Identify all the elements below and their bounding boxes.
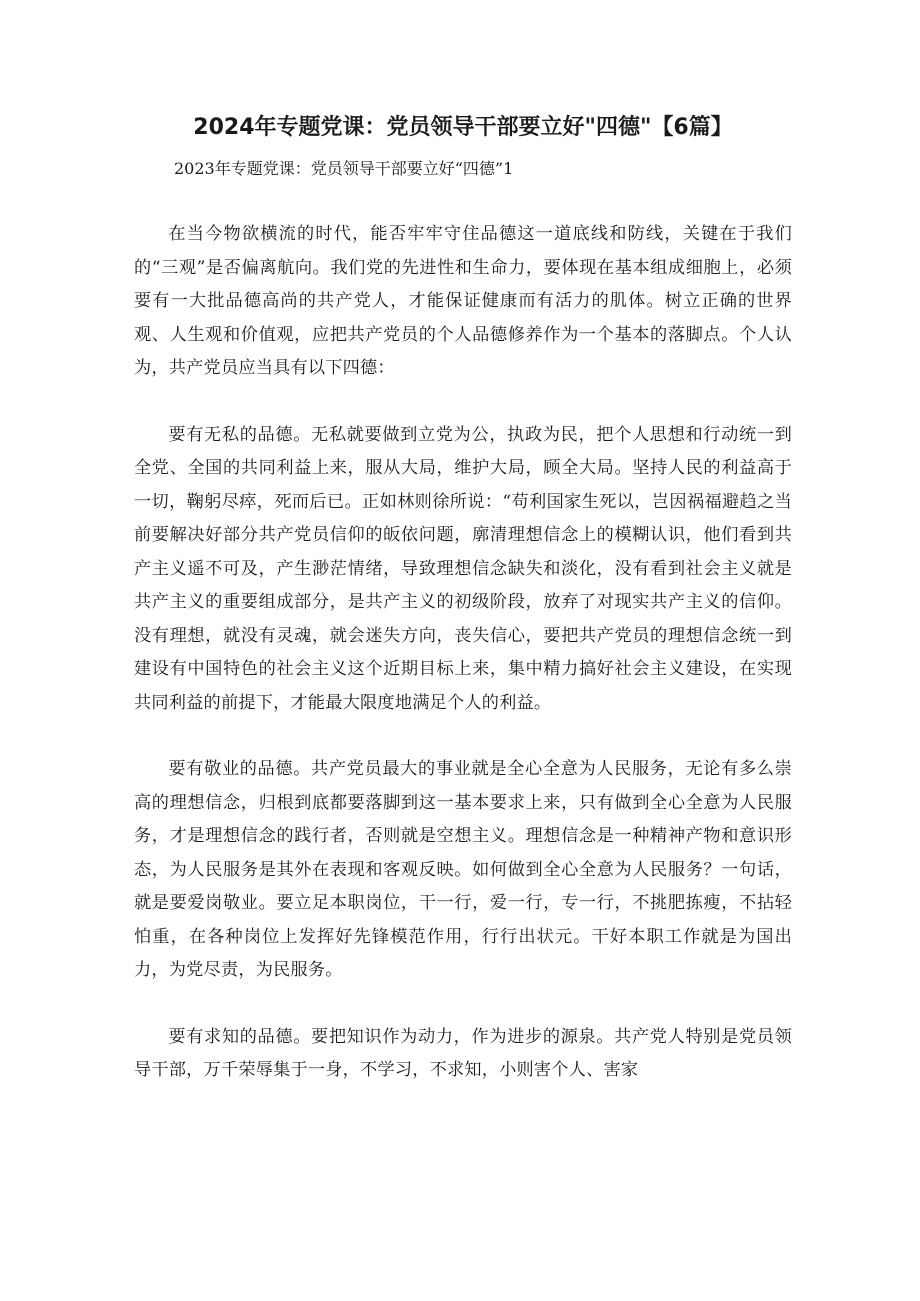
paragraph-knowledge: 要有求知的品德。要把知识作为动力，作为进步的源泉。共产党人特别是党员领导干部，万千荣辱集于一身，不学习，不求知，小则害个人、害家	[134, 1026, 792, 1080]
paragraph-dedication: 要有敬业的品德。共产党员最大的事业就是全心全意为人民服务，无论有多么崇高的理想信念，归根到底都要落脚到这一基本要求上来，只有做到全心全意为人民服务，才是理想信念的践行者，否则就是空想主义。理想信念是一种精神产物和意识形态，为人民服务是其外在表现和客观反映。如何做到全心全意为人民服务？一句话，就是要爱岗敬业。要立足本职岗位，干一行，爱一行，专一行，不挑肥拣瘦，不拈轻怕重，在各种岗位上发挥好先锋模范作用，行行出状元。干好本职工作就是为国出力，为党尽责，为民服务。	[134, 759, 792, 980]
document-subtitle: 2023年专题党课：党员领导干部要立好“四德”1	[174, 159, 514, 178]
document-title: 2024年专题党课：党员领导干部要立好"四德"【6篇】	[193, 115, 733, 140]
paragraph-intro: 在当今物欲横流的时代，能否牢牢守住品德这一道底线和防线，关键在于我们的“三观”是否偏离航向。我们党的先进性和生命力，要体现在基本组成细胞上，必须要有一大批品德高尚的共产党人，才能保证健康而有活力的肌体。树立正确的世界观、人生观和价值观，应把共产党员的个人品德修养作为一个基本的落脚点。个人认为，共产党员应当具有以下四德：	[134, 224, 792, 378]
paragraph-selfless: 要有无私的品德。无私就要做到立党为公，执政为民，把个人思想和行动统一到全党、全国的共同利益上来，服从大局，维护大局，顾全大局。坚持人民的利益高于一切，鞠躬尽瘁，死而后已。正如林则徐所说：“苟利国家生死以，岂因祸福避趋之当前要解决好部分共产党员信仰的皈依问题，廓清理想信念上的模糊认识，他们看到共产主义遥不可及，产生渺茫情绪，导致理想信念缺失和淡化，没有看到社会主义就是共产主义的重要组成部分，是共产主义的初级阶段，放弃了对现实共产主义的信仰。没有理想，就没有灵魂，就会迷失方向，丧失信心，要把共产党员的理想信念统一到建设有中国特色的社会主义这个近期目标上来，集中精力搞好社会主义建设，在实现共同利益的前提下，才能最大限度地满足个人的利益。	[134, 424, 792, 713]
